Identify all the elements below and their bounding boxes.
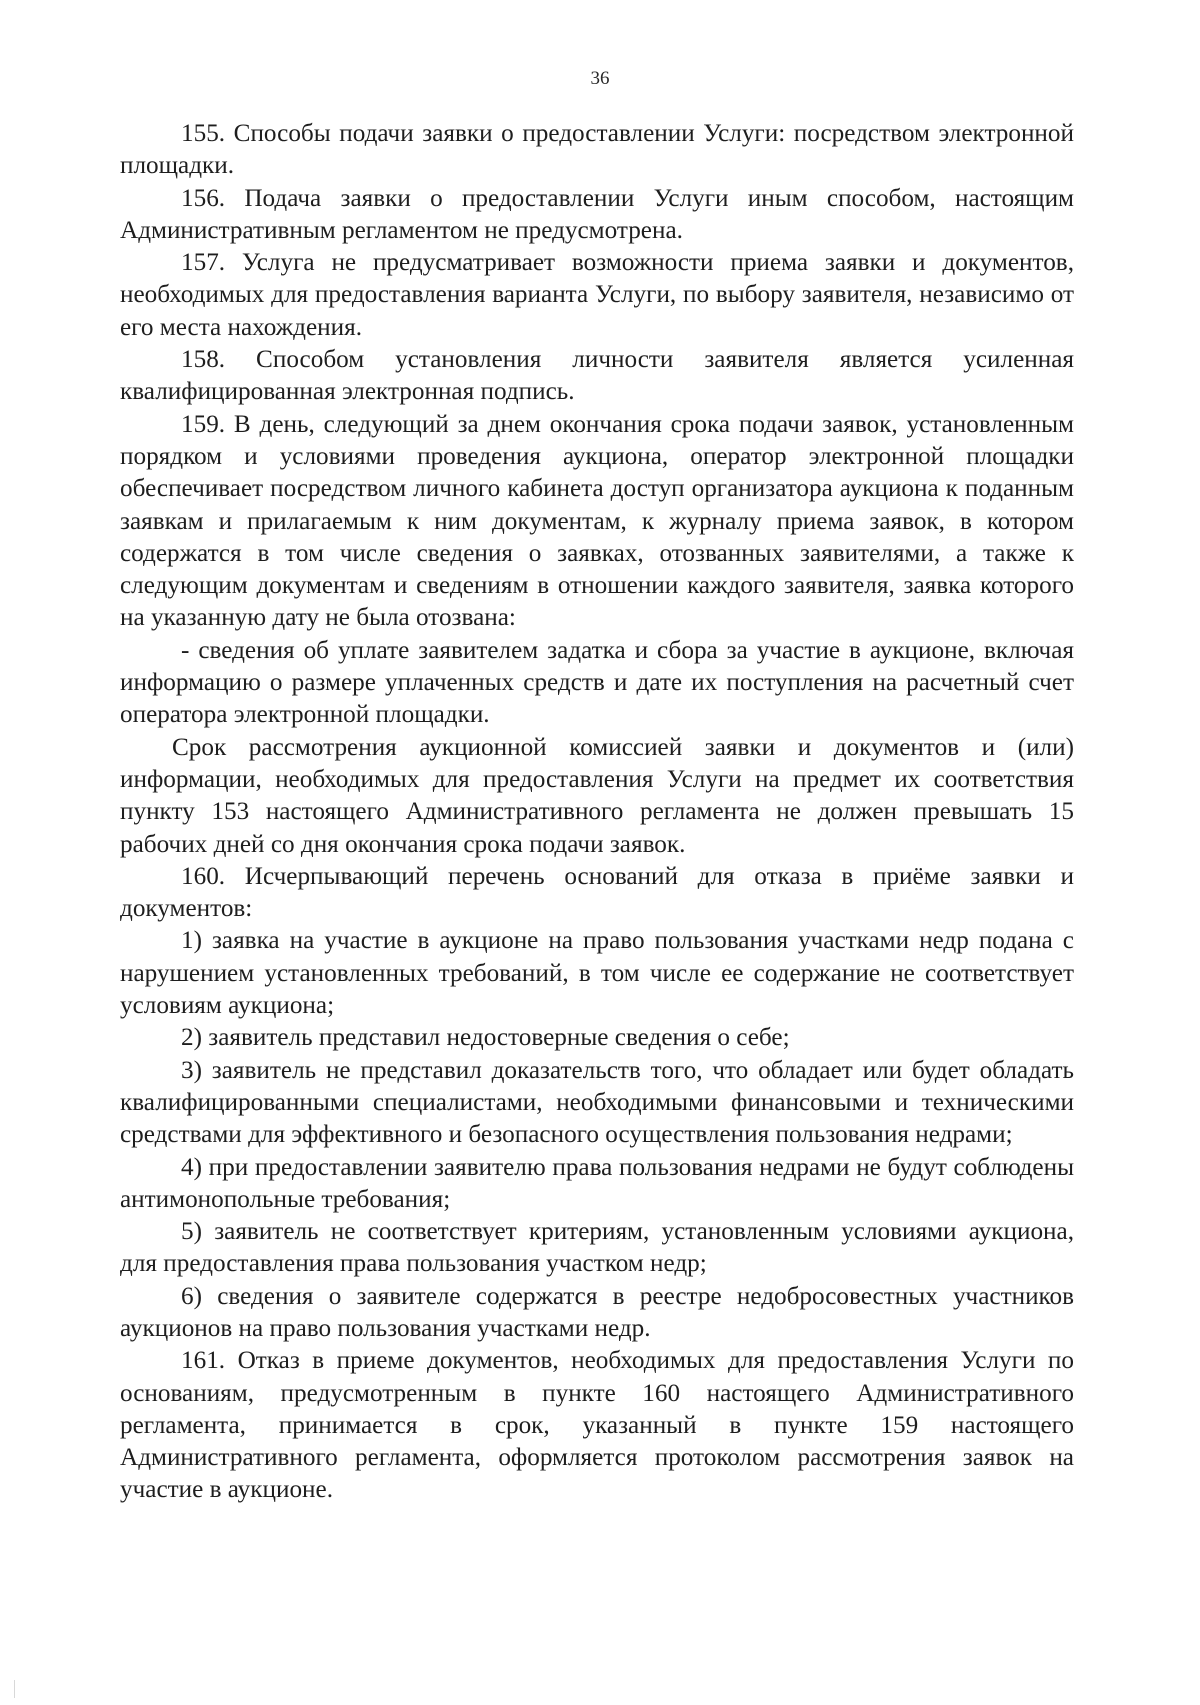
paragraph-160-item-2: 2) заявитель представил недостоверные сведения о себе; (181, 1024, 790, 1052)
paragraph-160-item-5: 5) заявитель не соответствует критериям, установленным условиями аукциона, для предоставления права пользования участком недр; (120, 1218, 1074, 1278)
paragraph-156: 156. Подача заявки о предоставлении Услуги иным способом, настоящим Административным регламентом не предусмотрена. (120, 184, 1074, 244)
paragraph-155: 155. Способы подачи заявки о предоставлении Услуги: посредством электронной площадки. (120, 120, 1074, 180)
paragraph-157: 157. Услуга не предусматривает возможности приема заявки и документов, необходимых для предоставления варианта Услуги, по выбору заявителя, независимо от его места нахождения. (120, 249, 1074, 341)
paragraph-159: 159. В день, следующий за днем окончания срока подачи заявок, установленным порядком и условиями проведения аукциона, оператор электронной площадки обеспечивает посредством личного кабинета доступ организатора аукциона к поданным заявкам и прилагаемым к ним документам, к журналу приема заявок, в котором содержатся в том числе сведения о заявках, отозванных заявителями, а также к следующим документам и сведениям в отношении каждого заявителя, заявка которого на указанную дату не была отозвана: (120, 410, 1074, 632)
paragraph-160-item-1: 1) заявка на участие в аукционе на право пользования участками недр подана с нарушением установленных требований, в том числе ее содержание не соответствует условиям аукциона; (120, 927, 1074, 1020)
document-body (120, 118, 1074, 1507)
paragraph-review-term: Срок рассмотрения аукционной комиссией заявки и документов и (или) информации, необходимых для предоставления Услуги на предмет их соответствия пункту 153 настоящего Административного регламента не должен превышать 15 рабочих дней со дня окончания срока подачи заявок. (120, 733, 1074, 858)
paragraph-158: 158. Способом установления личности заявителя является усиленная квалифицированная электронная подпись. (120, 346, 1074, 406)
paragraph-160: 160. Исчерпывающий перечень оснований для отказа в приёме заявки и документов: (120, 862, 1074, 923)
scan-edge-mark (14, 1680, 15, 1698)
paragraph-159-list-item: - сведения об уплате заявителем задатка и сбора за участие в аукционе, включая информацию о размере уплаченных средств и дате их поступления на расчетный счет оператора электронной площадки. (120, 636, 1074, 729)
paragraph-161: 161. Отказ в приеме документов, необходимых для предоставления Услуги по основаниям, предусмотренным в пункте 160 настоящего Административного регламента, принимается в срок, указанный в пункте 159 настоящего Административного регламента, оформляется протоколом рассмотрения заявок на участие в аукционе. (120, 1347, 1074, 1504)
paragraph-160-item-4: 4) при предоставлении заявителю права пользования недрами не будут соблюдены антимонопольные требования; (120, 1153, 1074, 1213)
paragraph-160-item-3: 3) заявитель не представил доказательств того, что обладает или будет обладать квалифицированными специалистами, необходимыми финансовыми и техническими средствами для эффективного и безопасного осуществления пользования недрами; (120, 1056, 1074, 1149)
page-number: 36 (590, 68, 610, 89)
paragraph-160-item-6: 6) сведения о заявителе содержатся в реестре недобросовестных участников аукционов на право пользования участками недр. (120, 1282, 1074, 1342)
